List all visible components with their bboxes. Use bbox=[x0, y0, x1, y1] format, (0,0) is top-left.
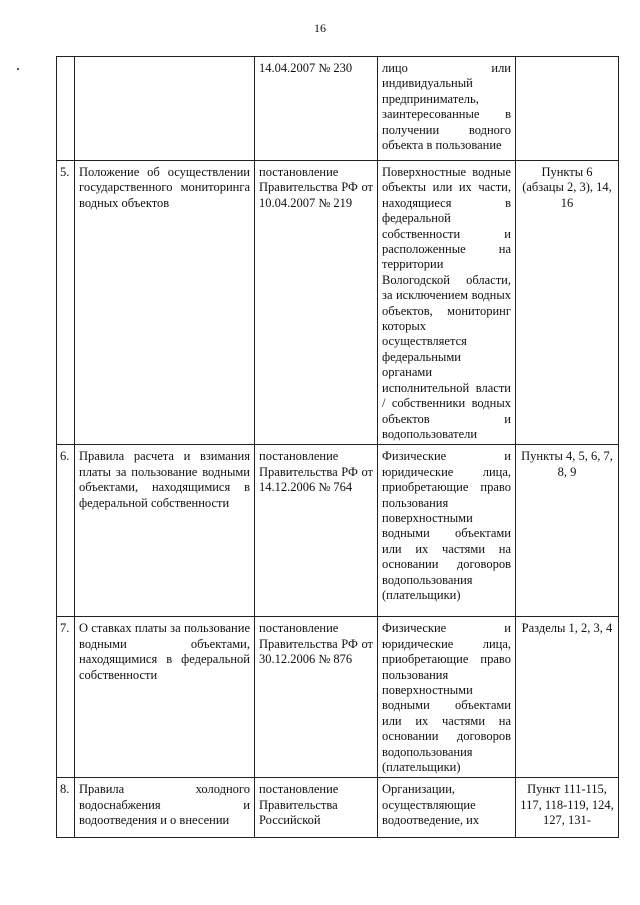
table-row bbox=[57, 57, 619, 161]
regulations-table bbox=[56, 56, 619, 838]
margin-mark bbox=[17, 68, 19, 70]
document-title: Правила расчета и взимания платы за пользование водными объектами, находящимися в федеральной собственности bbox=[75, 445, 255, 617]
document-title: О ставках платы за пользование водными объектами, находящимися в федеральной собственности bbox=[75, 617, 255, 778]
table-row bbox=[57, 617, 619, 778]
affected-subjects: Организации, осуществляющие водоотведение, их bbox=[378, 778, 516, 838]
row-number: 8. bbox=[57, 778, 75, 838]
row-number: 7. bbox=[57, 617, 75, 778]
affected-subjects: Поверхностные водные объекты или их части, находящиеся в федеральной собственности и расположенные на территории Вологодской области, за исключением водных объектов, мониторинг которых осуществляется федеральными органами исполнительной власти / собственники водных объектов и водопользователи bbox=[378, 161, 516, 445]
legal-act: постановление Правительства РФ от 10.04.2007 № 219 bbox=[255, 161, 378, 445]
legal-act: постановление Правительства РФ от 14.12.2006 № 764 bbox=[255, 445, 378, 617]
row-number: 6. bbox=[57, 445, 75, 617]
page-number: 16 bbox=[314, 21, 326, 35]
table-row bbox=[57, 161, 619, 445]
applicable-provisions: Пункт 111-115, 117, 118-119, 124, 127, 131- bbox=[516, 778, 619, 838]
table-row bbox=[57, 445, 619, 617]
affected-subjects: лицо или индивидуальный предприниматель, заинтересованные в получении водного объекта в пользование bbox=[378, 57, 516, 161]
document-title bbox=[75, 57, 255, 161]
document-title: Положение об осуществлении государственного мониторинга водных объектов bbox=[75, 161, 255, 445]
affected-subjects: Физические и юридические лица, приобретающие право пользования поверхностными водными объектами или их частями на основании договоров водопользования (плательщики) bbox=[378, 617, 516, 778]
affected-subjects: Физические и юридические лица, приобретающие право пользования поверхностными водными объектами или их частями на основании договоров водопользования (плательщики) bbox=[378, 445, 516, 617]
legal-act: постановление Правительства РФ от 30.12.2006 № 876 bbox=[255, 617, 378, 778]
applicable-provisions bbox=[516, 57, 619, 161]
row-number: 5. bbox=[57, 161, 75, 445]
document-title: Правила холодного водоснабжения и водоотведения и о внесении bbox=[75, 778, 255, 838]
applicable-provisions: Пункты 4, 5, 6, 7, 8, 9 bbox=[516, 445, 619, 617]
legal-act: 14.04.2007 № 230 bbox=[255, 57, 378, 161]
legal-act: постановление Правительства Российской bbox=[255, 778, 378, 838]
applicable-provisions: Разделы 1, 2, 3, 4 bbox=[516, 617, 619, 778]
applicable-provisions: Пункты 6 (абзацы 2, 3), 14, 16 bbox=[516, 161, 619, 445]
row-number bbox=[57, 57, 75, 161]
table-row bbox=[57, 778, 619, 838]
